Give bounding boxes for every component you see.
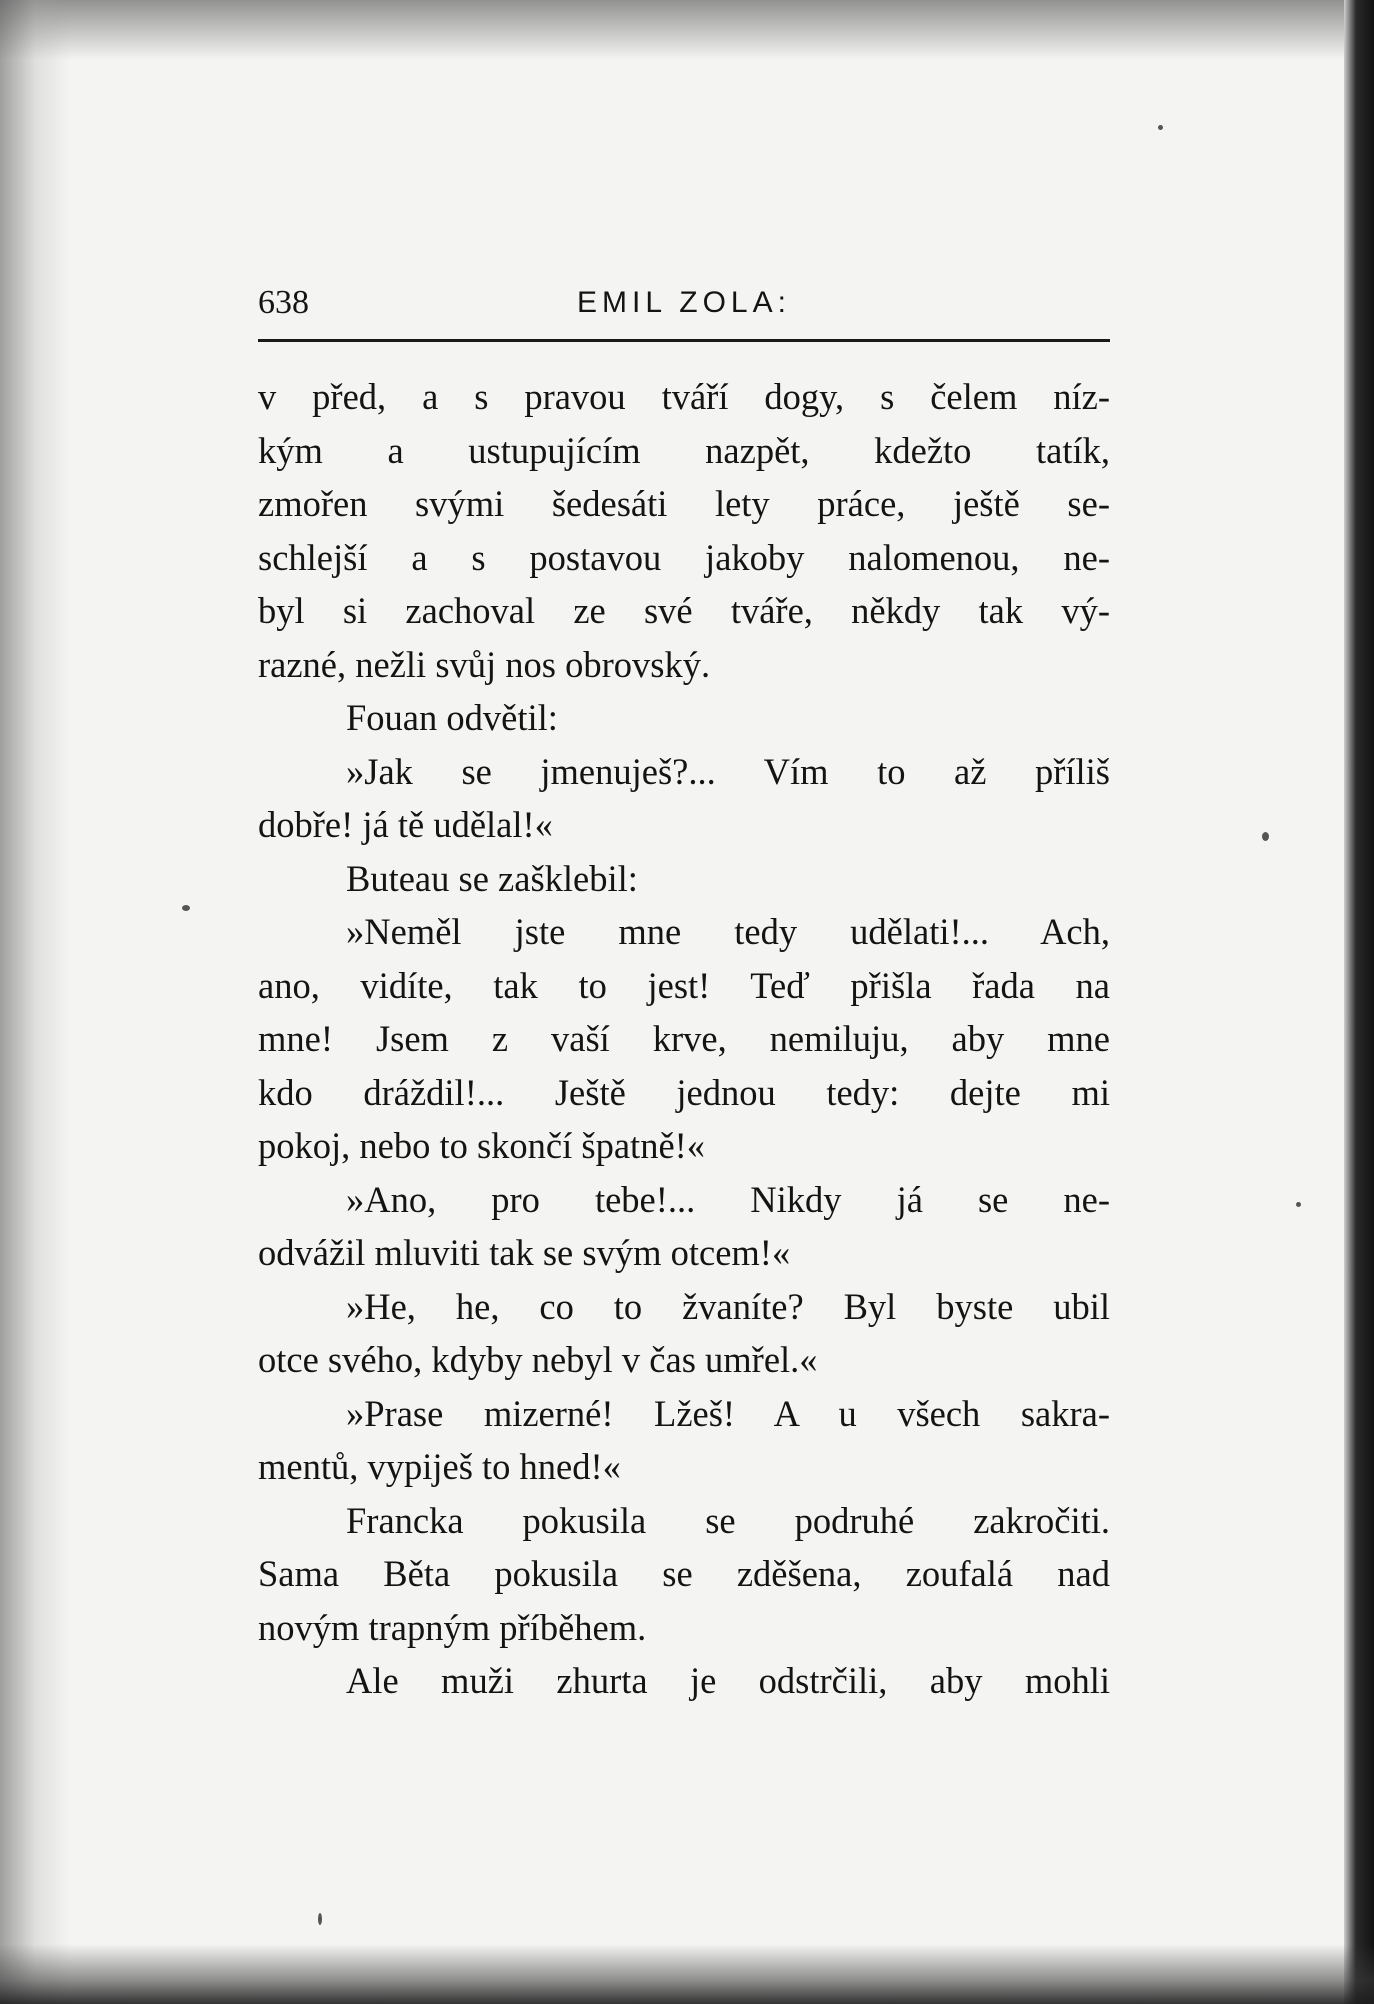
text-line: »Neměl jste mne tedy udělati!... Ach,: [346, 911, 1110, 952]
text-line: mentů, vypiješ to hned!«: [258, 1446, 621, 1487]
text-line: Fouan odvětil:: [346, 697, 558, 738]
running-head: [258, 275, 1110, 331]
page-number: 638: [258, 284, 309, 321]
scan-top-shadow: [0, 0, 1374, 60]
running-title: EMIL ZOLA:: [577, 286, 791, 319]
scan-right-border: [1344, 0, 1374, 2004]
text-line: Sama Běta pokusila se zděšena, zoufalá nad: [258, 1553, 1110, 1594]
text-line: otce svého, kdyby nebyl v čas umřel.«: [258, 1339, 818, 1380]
text-line: pokoj, nebo to skončí špatně!«: [258, 1125, 706, 1166]
text-line: odvážil mluviti tak se svým otcem!«: [258, 1232, 791, 1273]
text-line: Francka pokusila se podruhé zakročiti.: [346, 1499, 1110, 1541]
text-line: razné, nežli svůj nos obrovský.: [258, 643, 711, 685]
scan-speck: [1158, 125, 1163, 130]
text-line: »Ano, pro tebe!... Nikdy já se ne-: [346, 1178, 1110, 1220]
text-line: kdo dráždil!... Ještě jednou tedy: dejte mi: [258, 1071, 1110, 1113]
text-line: v před, a s pravou tváří dogy, s čelem níz-: [258, 376, 1110, 417]
text-line: byl si zachoval ze své tváře, někdy tak vý-: [258, 590, 1110, 631]
text-line: mne! Jsem z vaší krve, nemiluju, aby mne: [258, 1018, 1110, 1059]
text-line: kým a ustupujícím nazpět, kdežto tatík,: [258, 429, 1110, 471]
scan-bottom-shadow: [0, 1944, 1374, 2004]
text-line: »He, he, co to žvaníte? Byl byste ubil: [346, 1285, 1110, 1327]
text-line: ano, vidíte, tak to jest! Teď přišla řada na: [258, 964, 1110, 1006]
body-text: [258, 370, 1110, 1708]
text-line: novým trapným příběhem.: [258, 1606, 647, 1648]
text-line: zmořen svými šedesáti lety práce, ještě se-: [258, 483, 1110, 524]
text-line: schlejší a s postavou jakoby nalomenou, ne-: [258, 536, 1110, 578]
text-line: Buteau se zašklebil:: [346, 857, 638, 899]
scan-speck: [1262, 832, 1269, 841]
text-line: »Prase mizerné! Lžeš! A u všech sakra-: [346, 1392, 1110, 1434]
text-line: »Jak se jmenuješ?... Vím to až příliš: [346, 750, 1110, 792]
text-line: dobře! já tě udělal!«: [258, 804, 553, 845]
book-page: [258, 275, 1110, 1708]
scan-left-shadow: [0, 0, 70, 2004]
scan-speck: [318, 1913, 322, 1925]
header-rule: [258, 339, 1110, 342]
scan-speck: [182, 905, 190, 911]
text-line: Ale muži zhurta je odstrčili, aby mohli: [346, 1660, 1110, 1701]
scan-speck: [1296, 1202, 1301, 1207]
